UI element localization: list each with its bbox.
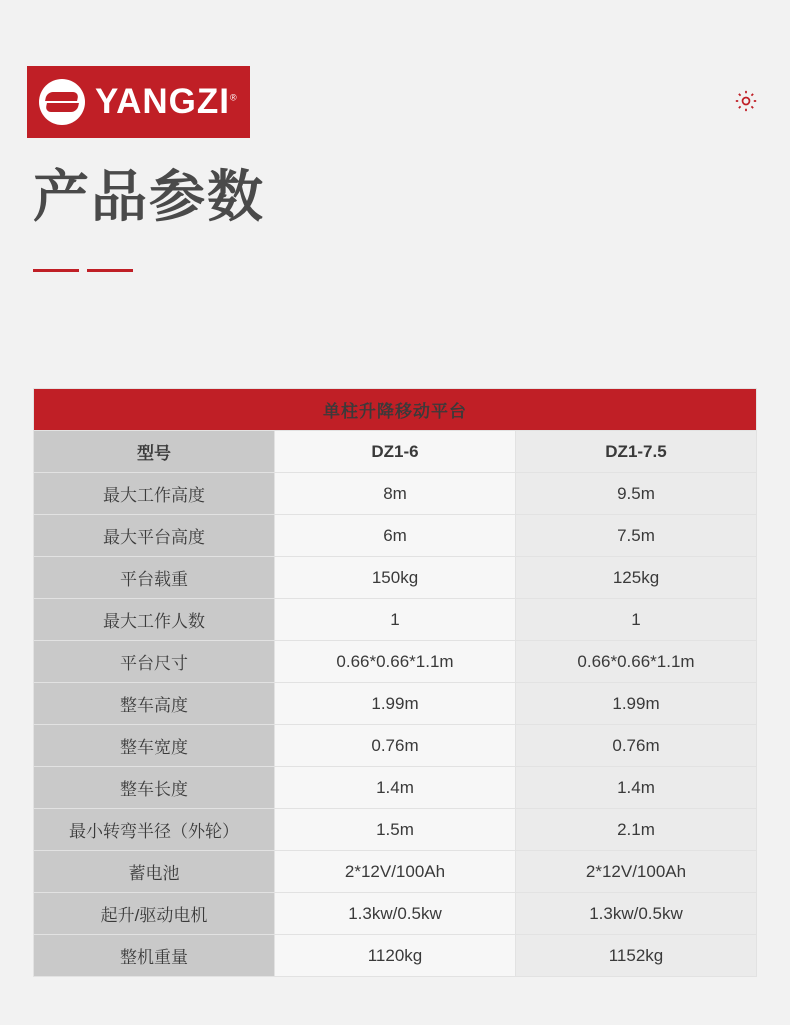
row-label: 最大工作人数 xyxy=(34,599,275,641)
table-row xyxy=(34,725,757,767)
row-value: 0.76m xyxy=(516,725,757,767)
table-row xyxy=(34,515,757,557)
table-row xyxy=(34,683,757,725)
row-value: 0.66*0.66*1.1m xyxy=(516,641,757,683)
row-value: 1.4m xyxy=(516,767,757,809)
table-caption: 单柱升降移动平台 xyxy=(34,389,757,431)
row-value: 1 xyxy=(516,599,757,641)
row-label: 最大平台高度 xyxy=(34,515,275,557)
title-underline xyxy=(33,269,133,279)
row-label: 整车长度 xyxy=(34,767,275,809)
title-block xyxy=(33,165,265,279)
row-label: 起升/驱动电机 xyxy=(34,893,275,935)
registered-mark: ® xyxy=(230,92,238,103)
row-label: 整车高度 xyxy=(34,683,275,725)
row-value: 1.5m xyxy=(275,809,516,851)
brand-logo-text xyxy=(95,82,238,122)
row-value: 0.76m xyxy=(275,725,516,767)
row-label: 蓄电池 xyxy=(34,851,275,893)
table-row xyxy=(34,599,757,641)
spec-table-container xyxy=(33,388,757,977)
row-value: 2.1m xyxy=(516,809,757,851)
underline-segment-1 xyxy=(33,269,79,272)
row-value: 2*12V/100Ah xyxy=(275,851,516,893)
row-value: 8m xyxy=(275,473,516,515)
table-row xyxy=(34,893,757,935)
column-header-2: DZ1-7.5 xyxy=(516,431,757,473)
brand-logo xyxy=(27,66,250,138)
row-value: 2*12V/100Ah xyxy=(516,851,757,893)
brand-name: YANGZI xyxy=(95,82,231,121)
row-label: 平台尺寸 xyxy=(34,641,275,683)
table-header-row xyxy=(34,431,757,473)
row-value: 1 xyxy=(275,599,516,641)
table-row xyxy=(34,809,757,851)
underline-segment-2 xyxy=(87,269,133,272)
row-value: 1.3kw/0.5kw xyxy=(275,893,516,935)
row-value: 7.5m xyxy=(516,515,757,557)
row-value: 6m xyxy=(275,515,516,557)
table-row xyxy=(34,935,757,977)
row-label: 最大工作高度 xyxy=(34,473,275,515)
row-value: 9.5m xyxy=(516,473,757,515)
page-title: 产品参数 xyxy=(33,165,265,228)
row-value: 1.4m xyxy=(275,767,516,809)
column-header-1: DZ1-6 xyxy=(275,431,516,473)
table-caption-row xyxy=(34,389,757,431)
table-row xyxy=(34,767,757,809)
row-label: 整车宽度 xyxy=(34,725,275,767)
spec-table xyxy=(33,388,757,977)
table-row xyxy=(34,557,757,599)
table-row xyxy=(34,641,757,683)
row-value: 1.99m xyxy=(516,683,757,725)
row-value: 1152kg xyxy=(516,935,757,977)
row-label: 平台载重 xyxy=(34,557,275,599)
page-header xyxy=(27,66,763,138)
row-value: 1.99m xyxy=(275,683,516,725)
table-row xyxy=(34,473,757,515)
column-header-0: 型号 xyxy=(34,431,275,473)
row-label: 整机重量 xyxy=(34,935,275,977)
yangzi-logo-mark-icon xyxy=(39,79,85,125)
gear-icon[interactable] xyxy=(733,88,759,114)
row-value: 125kg xyxy=(516,557,757,599)
table-row xyxy=(34,851,757,893)
row-value: 150kg xyxy=(275,557,516,599)
row-value: 1120kg xyxy=(275,935,516,977)
row-value: 0.66*0.66*1.1m xyxy=(275,641,516,683)
row-label: 最小转弯半径（外轮） xyxy=(34,809,275,851)
row-value: 1.3kw/0.5kw xyxy=(516,893,757,935)
